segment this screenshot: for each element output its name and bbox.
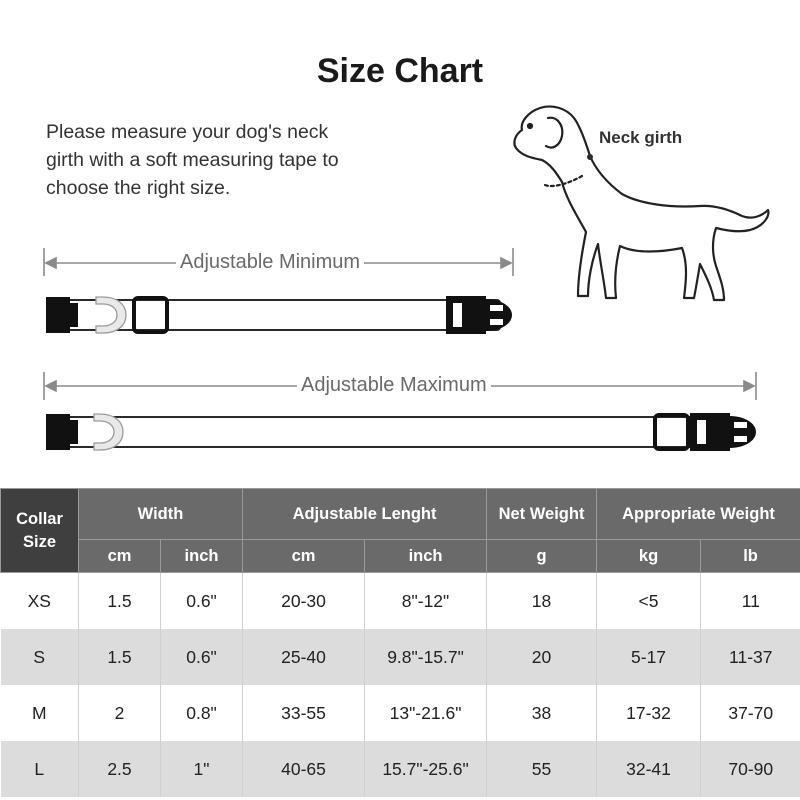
table-cell: 2.5	[79, 741, 161, 797]
collar-long-icon	[46, 413, 756, 451]
neck-marker-icon	[587, 154, 593, 160]
appropriate-weight-header: Appropriate Weight	[597, 489, 800, 540]
table-cell: 2	[79, 685, 161, 741]
table-cell: 5-17	[597, 629, 701, 685]
width-header: Width	[79, 489, 243, 540]
table-cell: 11-37	[701, 629, 800, 685]
table-cell: 40-65	[243, 741, 365, 797]
table-cell: 15.7"-25.6"	[365, 741, 487, 797]
intro-line: choose the right size.	[46, 177, 231, 199]
table-cell: 13"-21.6"	[365, 685, 487, 741]
table-cell: M	[1, 685, 79, 741]
neck-girth-label: Neck girth	[599, 128, 683, 147]
table-row	[1, 685, 800, 741]
table-cell: 38	[487, 685, 597, 741]
net-weight-header: Net Weight	[487, 489, 597, 540]
table-cell: 70-90	[701, 741, 800, 797]
table-cell: 1"	[161, 741, 243, 797]
table-cell: 25-40	[243, 629, 365, 685]
table-cell: 0.6"	[161, 629, 243, 685]
table-cell: <5	[597, 573, 701, 630]
unit-header: inch	[365, 540, 487, 573]
table-row	[1, 741, 800, 797]
table-cell: 0.8"	[161, 685, 243, 741]
adjustable-length-header: Adjustable Lenght	[243, 489, 487, 540]
table-cell: 20	[487, 629, 597, 685]
unit-header: cm	[79, 540, 161, 573]
collar-short-icon	[46, 296, 512, 334]
table-row	[1, 629, 800, 685]
intro-line: girth with a soft measuring tape to	[46, 149, 339, 171]
table-row	[1, 573, 800, 630]
table-cell: 18	[487, 573, 597, 630]
table-cell: 33-55	[243, 685, 365, 741]
adjustable-minimum-label: Adjustable Minimum	[176, 251, 364, 274]
table-cell: 9.8"-15.7"	[365, 629, 487, 685]
intro-line: Please measure your dog's neck	[46, 121, 329, 143]
table-cell: S	[1, 629, 79, 685]
table-cell: 1.5	[79, 629, 161, 685]
table-cell: 20-30	[243, 573, 365, 630]
table-cell: 32-41	[597, 741, 701, 797]
collar-size-header	[1, 489, 79, 573]
table-cell: L	[1, 741, 79, 797]
table-cell: 1.5	[79, 573, 161, 630]
unit-header: kg	[597, 540, 701, 573]
collar-size-line: Size	[22, 532, 57, 551]
size-table	[0, 488, 800, 797]
collar-size-line: Collar	[16, 509, 63, 528]
adjustable-maximum-label: Adjustable Maximum	[297, 374, 491, 397]
table-cell: 37-70	[701, 685, 800, 741]
unit-header: g	[487, 540, 597, 573]
table-cell: 17-32	[597, 685, 701, 741]
unit-header: cm	[243, 540, 365, 573]
unit-header: inch	[161, 540, 243, 573]
table-cell: 8"-12"	[365, 573, 487, 630]
unit-header: lb	[701, 540, 800, 573]
table-cell: 55	[487, 741, 597, 797]
table-cell: 0.6"	[161, 573, 243, 630]
table-cell: 11	[701, 573, 800, 630]
page-title: Size Chart	[316, 52, 484, 90]
table-cell: XS	[1, 573, 79, 630]
